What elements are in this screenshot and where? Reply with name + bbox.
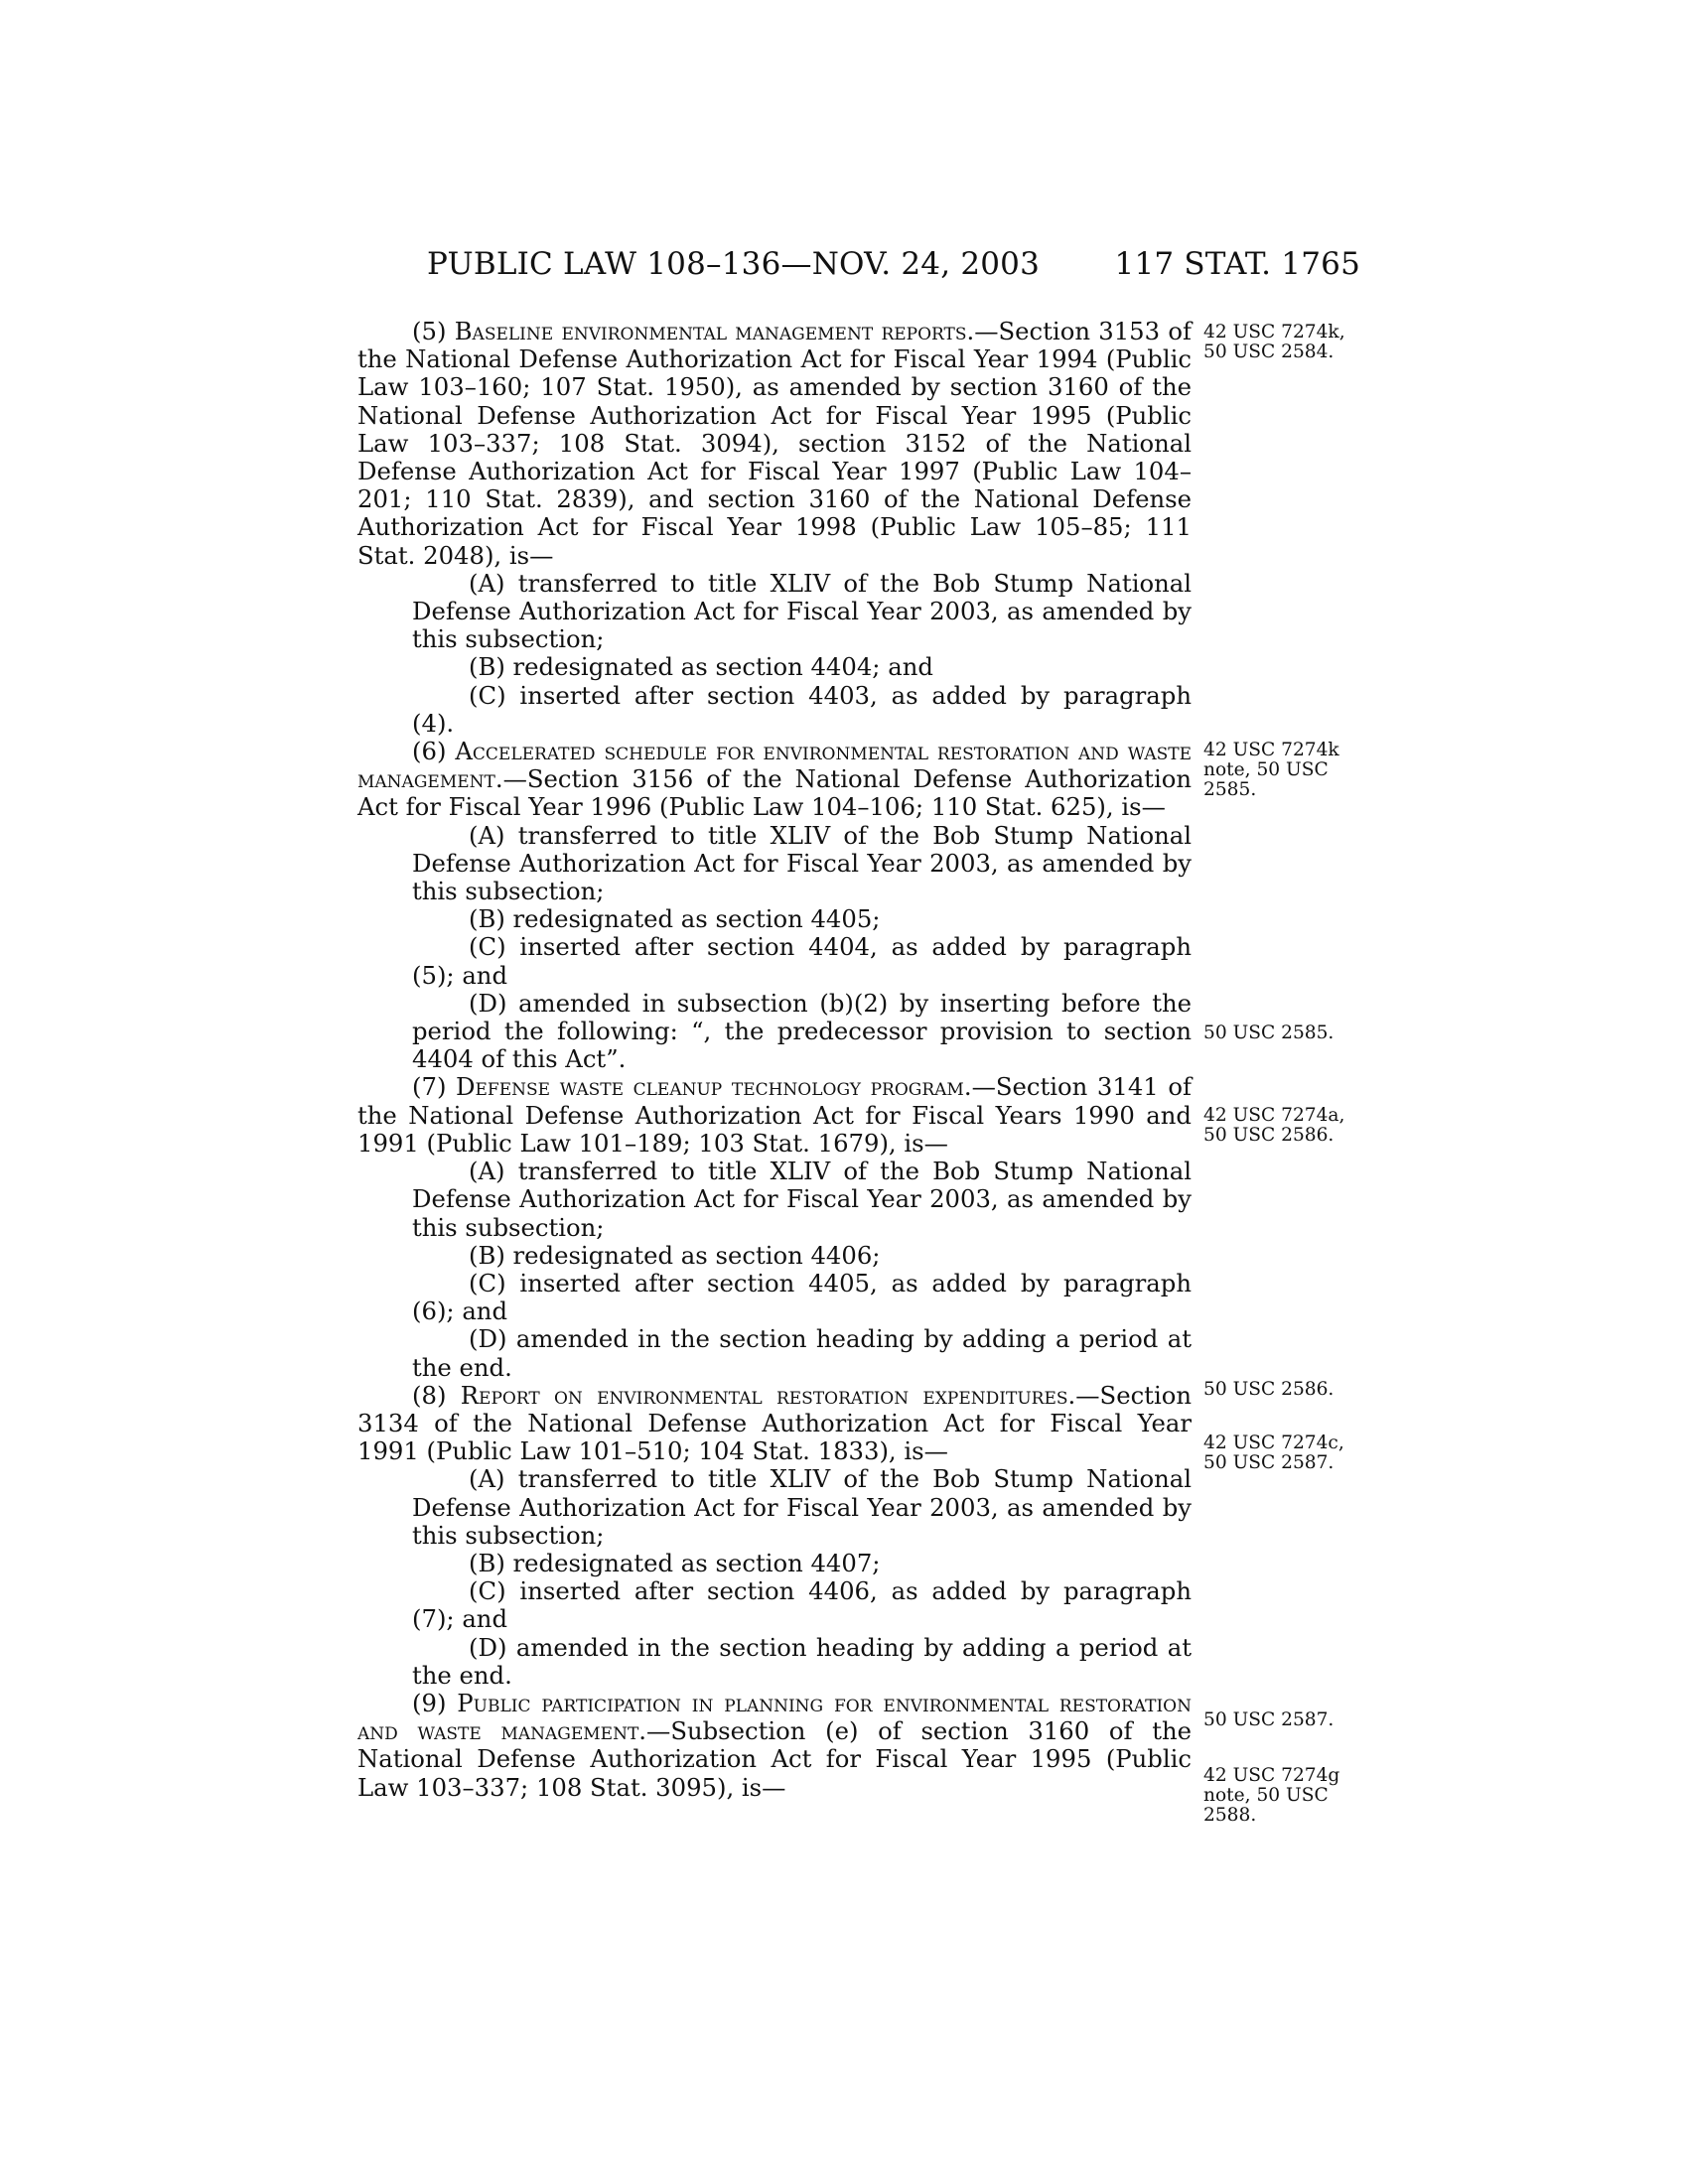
- margin-note: 50 USC 2586.: [1203, 1379, 1335, 1400]
- margin-note: 50 USC 2585.: [1203, 1023, 1335, 1043]
- clause-7a: (A) transferred to title XLIV of the Bob Stump National Defense Authorization Act for Fiscal Year 2003, as amended by this subsection;: [412, 1157, 1192, 1242]
- paragraph-heading: Public participation in planning for environmental restoration and waste management.: [357, 1688, 1192, 1746]
- paragraph-8: [357, 1382, 1192, 1466]
- paragraph-heading: Report on environmental restoration expenditures.: [460, 1380, 1076, 1410]
- paragraph-heading: Baseline environmental management reports.: [454, 317, 975, 345]
- clause-7c: (C) inserted after section 4405, as added by paragraph (6); and: [412, 1268, 1192, 1326]
- clause-6c: (C) inserted after section 4404, as added by paragraph (5); and: [412, 932, 1192, 990]
- running-title: PUBLIC LAW 108–136—NOV. 24, 2003: [427, 246, 1041, 282]
- clause-5a: (A) transferred to title XLIV of the Bob Stump National Defense Authorization Act for Fiscal Year 2003, as amended by this subsection;: [412, 568, 1192, 654]
- paragraph-text: —Section 3134 of the National Defense Authorization Act for Fiscal Year 1991 (Public Law 101–510; 104 Stat. 1833), is—: [357, 1380, 1192, 1466]
- paragraph-number: (8): [412, 1380, 461, 1410]
- document-body: [357, 318, 1192, 1802]
- clause-6a: (A) transferred to title XLIV of the Bob Stump National Defense Authorization Act for Fiscal Year 2003, as amended by this subsection;: [412, 820, 1192, 906]
- clause-8b: (B) redesignated as section 4407;: [469, 1548, 881, 1577]
- paragraph-7: [357, 1073, 1192, 1158]
- clause-8d: (D) amended in the section heading by adding a period at the end.: [412, 1632, 1192, 1690]
- margin-note: 42 USC 7274c, 50 USC 2587.: [1203, 1433, 1344, 1473]
- paragraph-number: (6): [412, 737, 456, 766]
- margin-note: 42 USC 7274k, 50 USC 2584.: [1203, 322, 1345, 362]
- paragraph-number: (5): [412, 317, 455, 345]
- clause-7d: (D) amended in the section heading by adding a period at the end.: [412, 1324, 1192, 1382]
- page-number: 117 STAT. 1765: [1114, 246, 1360, 282]
- paragraph-heading: Defense waste cleanup technology program.: [456, 1072, 972, 1102]
- paragraph-heading: Accelerated schedule for environmental restoration and waste management.: [357, 737, 1193, 794]
- page-header: [427, 246, 1360, 290]
- margin-note: 42 USC 7274a, 50 USC 2586.: [1203, 1105, 1345, 1146]
- clause-5b: (B) redesignated as section 4404; and: [469, 652, 933, 682]
- clause-6d: (D) amended in subsection (b)(2) by inserting before the period the following: “, the predecessor provision to section 4404 of this Act”.: [412, 988, 1192, 1074]
- paragraph-text: —Section 3156 of the National Defense Authorization Act for Fiscal Year 1996 (Public Law 104–106; 110 Stat. 625), is—: [357, 764, 1192, 822]
- clause-6b: (B) redesignated as section 4405;: [469, 904, 881, 934]
- margin-note: 42 USC 7274g note, 50 USC 2588.: [1203, 1765, 1340, 1826]
- paragraph-text: —Section 3153 of the National Defense Authorization Act for Fiscal Year 1994 (Public Law 103–160; 107 Stat. 1950), as amended by section 3160 of the National Defense Authorization Act for Fiscal Year 1995 (Public Law 103–337; 108 Stat. 3094), section 3152 of the National Defense Authorization Act for Fiscal Year 1997 (Public Law 104–201; 110 Stat. 2839), and section 3160 of the National Defense Authorization Act for Fiscal Year 1998 (Public Law 105–85; 111 Stat. 2048), is—: [357, 317, 1192, 570]
- margin-note: 50 USC 2587.: [1203, 1709, 1335, 1730]
- clause-8a: (A) transferred to title XLIV of the Bob Stump National Defense Authorization Act for Fiscal Year 2003, as amended by this subsection;: [412, 1464, 1192, 1550]
- clause-7b: (B) redesignated as section 4406;: [469, 1240, 881, 1270]
- paragraph-9: [357, 1690, 1192, 1802]
- clause-5c: (C) inserted after section 4403, as added by paragraph (4).: [412, 680, 1192, 738]
- paragraph-5: [357, 318, 1192, 570]
- paragraph-text: —Section 3141 of the National Defense Authorization Act for Fiscal Years 1990 and 1991 (Public Law 101–189; 103 Stat. 1679), is—: [357, 1072, 1192, 1158]
- paragraph-6: [357, 738, 1192, 822]
- margin-note: 42 USC 7274k note, 50 USC 2585.: [1203, 740, 1339, 800]
- clause-8c: (C) inserted after section 4406, as added by paragraph (7); and: [412, 1576, 1192, 1634]
- paragraph-number: (9): [412, 1688, 458, 1717]
- paragraph-text: —Subsection (e) of section 3160 of the National Defense Authorization Act for Fiscal Year 1995 (Public Law 103–337; 108 Stat. 3095), is—: [357, 1716, 1193, 1802]
- paragraph-number: (7): [412, 1072, 457, 1102]
